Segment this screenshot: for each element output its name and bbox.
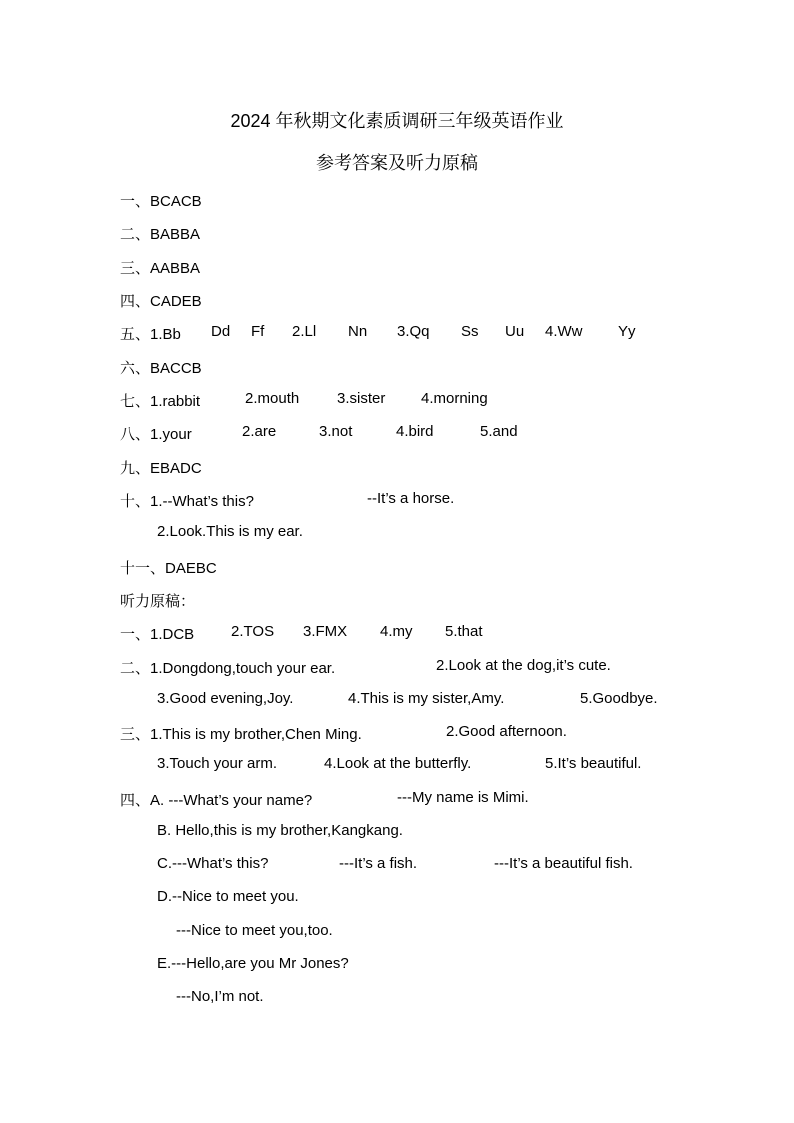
listening-text: 4.my — [380, 623, 413, 640]
answer-text: 八、1.your — [120, 426, 192, 443]
listening-text: ---It’s a beautiful fish. — [494, 855, 633, 872]
answer-text: --It’s a horse. — [367, 490, 455, 507]
answer-text: 3.sister — [337, 390, 386, 407]
answer-text: 九、EBADC — [120, 460, 202, 477]
listening-text: 4.Look at the butterfly. — [324, 755, 472, 772]
answer-text: 四、CADEB — [120, 293, 202, 310]
answer-text: 二、BABBA — [120, 226, 201, 243]
answer-text: 4.bird — [396, 423, 434, 440]
listening-text: 3.FMX — [303, 623, 348, 640]
listening-text: 3.Good evening,Joy. — [157, 690, 294, 707]
answer-text: 4.Ww — [545, 323, 583, 340]
answer-text: 七、1.rabbit — [120, 393, 201, 410]
answer-text: 3.Qq — [397, 323, 430, 340]
answer-text: 4.morning — [421, 390, 488, 407]
listening-text: 5.that — [445, 623, 483, 640]
listening-text: 四、A. ---What’s your name? — [120, 792, 313, 809]
listening-text: 5.Goodbye. — [580, 690, 658, 707]
listening-text: 2.TOS — [231, 623, 275, 640]
answer-text: 2.Look.This is my ear. — [157, 523, 303, 540]
listening-text: 2.Good afternoon. — [446, 723, 567, 740]
answer-text: 2.mouth — [245, 390, 300, 407]
listening-text: ---It’s a fish. — [339, 855, 418, 872]
answer-text: 5.and — [480, 423, 518, 440]
listening-text: ---Nice to meet you,too. — [176, 922, 333, 939]
answer-text: Yy — [618, 323, 636, 340]
answer-text: Ff — [251, 323, 265, 340]
answer-text: 2.are — [242, 423, 277, 440]
answer-text: 十一、DAEBC — [120, 560, 217, 577]
listening-text: 二、1.Dongdong,touch your ear. — [120, 660, 336, 677]
listening-text: B. Hello,this is my brother,Kangkang. — [157, 822, 403, 839]
listening-text: ---My name is Mimi. — [397, 789, 529, 806]
answer-text: 五、1.Bb — [120, 326, 181, 343]
listening-text: 2.Look at the dog,it’s cute. — [436, 657, 611, 674]
answer-text: 一、BCACB — [120, 193, 202, 210]
listening-text: C.---What’s this? — [157, 855, 269, 872]
answer-text: Nn — [348, 323, 368, 340]
listening-text: ---No,I’m not. — [176, 988, 264, 1005]
listening-text: 一、1.DCB — [120, 626, 195, 643]
answer-text: 3.not — [319, 423, 353, 440]
listening-heading-text: 听力原稿： — [120, 593, 196, 610]
listening-text: D.--Nice to meet you. — [157, 888, 299, 905]
listening-text: 5.It’s beautiful. — [545, 755, 642, 772]
answer-text: Ss — [461, 323, 479, 340]
listening-text: 4.This is my sister,Amy. — [348, 690, 505, 707]
answer-text: 十、1.--What’s this? — [120, 493, 254, 510]
answer-text: 2.Ll — [292, 323, 317, 340]
listening-text: E.---Hello,are you Mr Jones? — [157, 955, 349, 972]
listening-text: 三、1.This is my brother,Chen Ming. — [120, 726, 362, 743]
document-title: 2024 年秋期文化素质调研三年级英语作业 — [230, 111, 564, 131]
answer-text: 六、BACCB — [120, 360, 202, 377]
answer-text: Dd — [211, 323, 231, 340]
answer-text: Uu — [505, 323, 525, 340]
answer-text: 三、AABBA — [120, 260, 201, 277]
document-subtitle: 参考答案及听力原稿 — [316, 153, 478, 173]
listening-text: 3.Touch your arm. — [157, 755, 278, 772]
